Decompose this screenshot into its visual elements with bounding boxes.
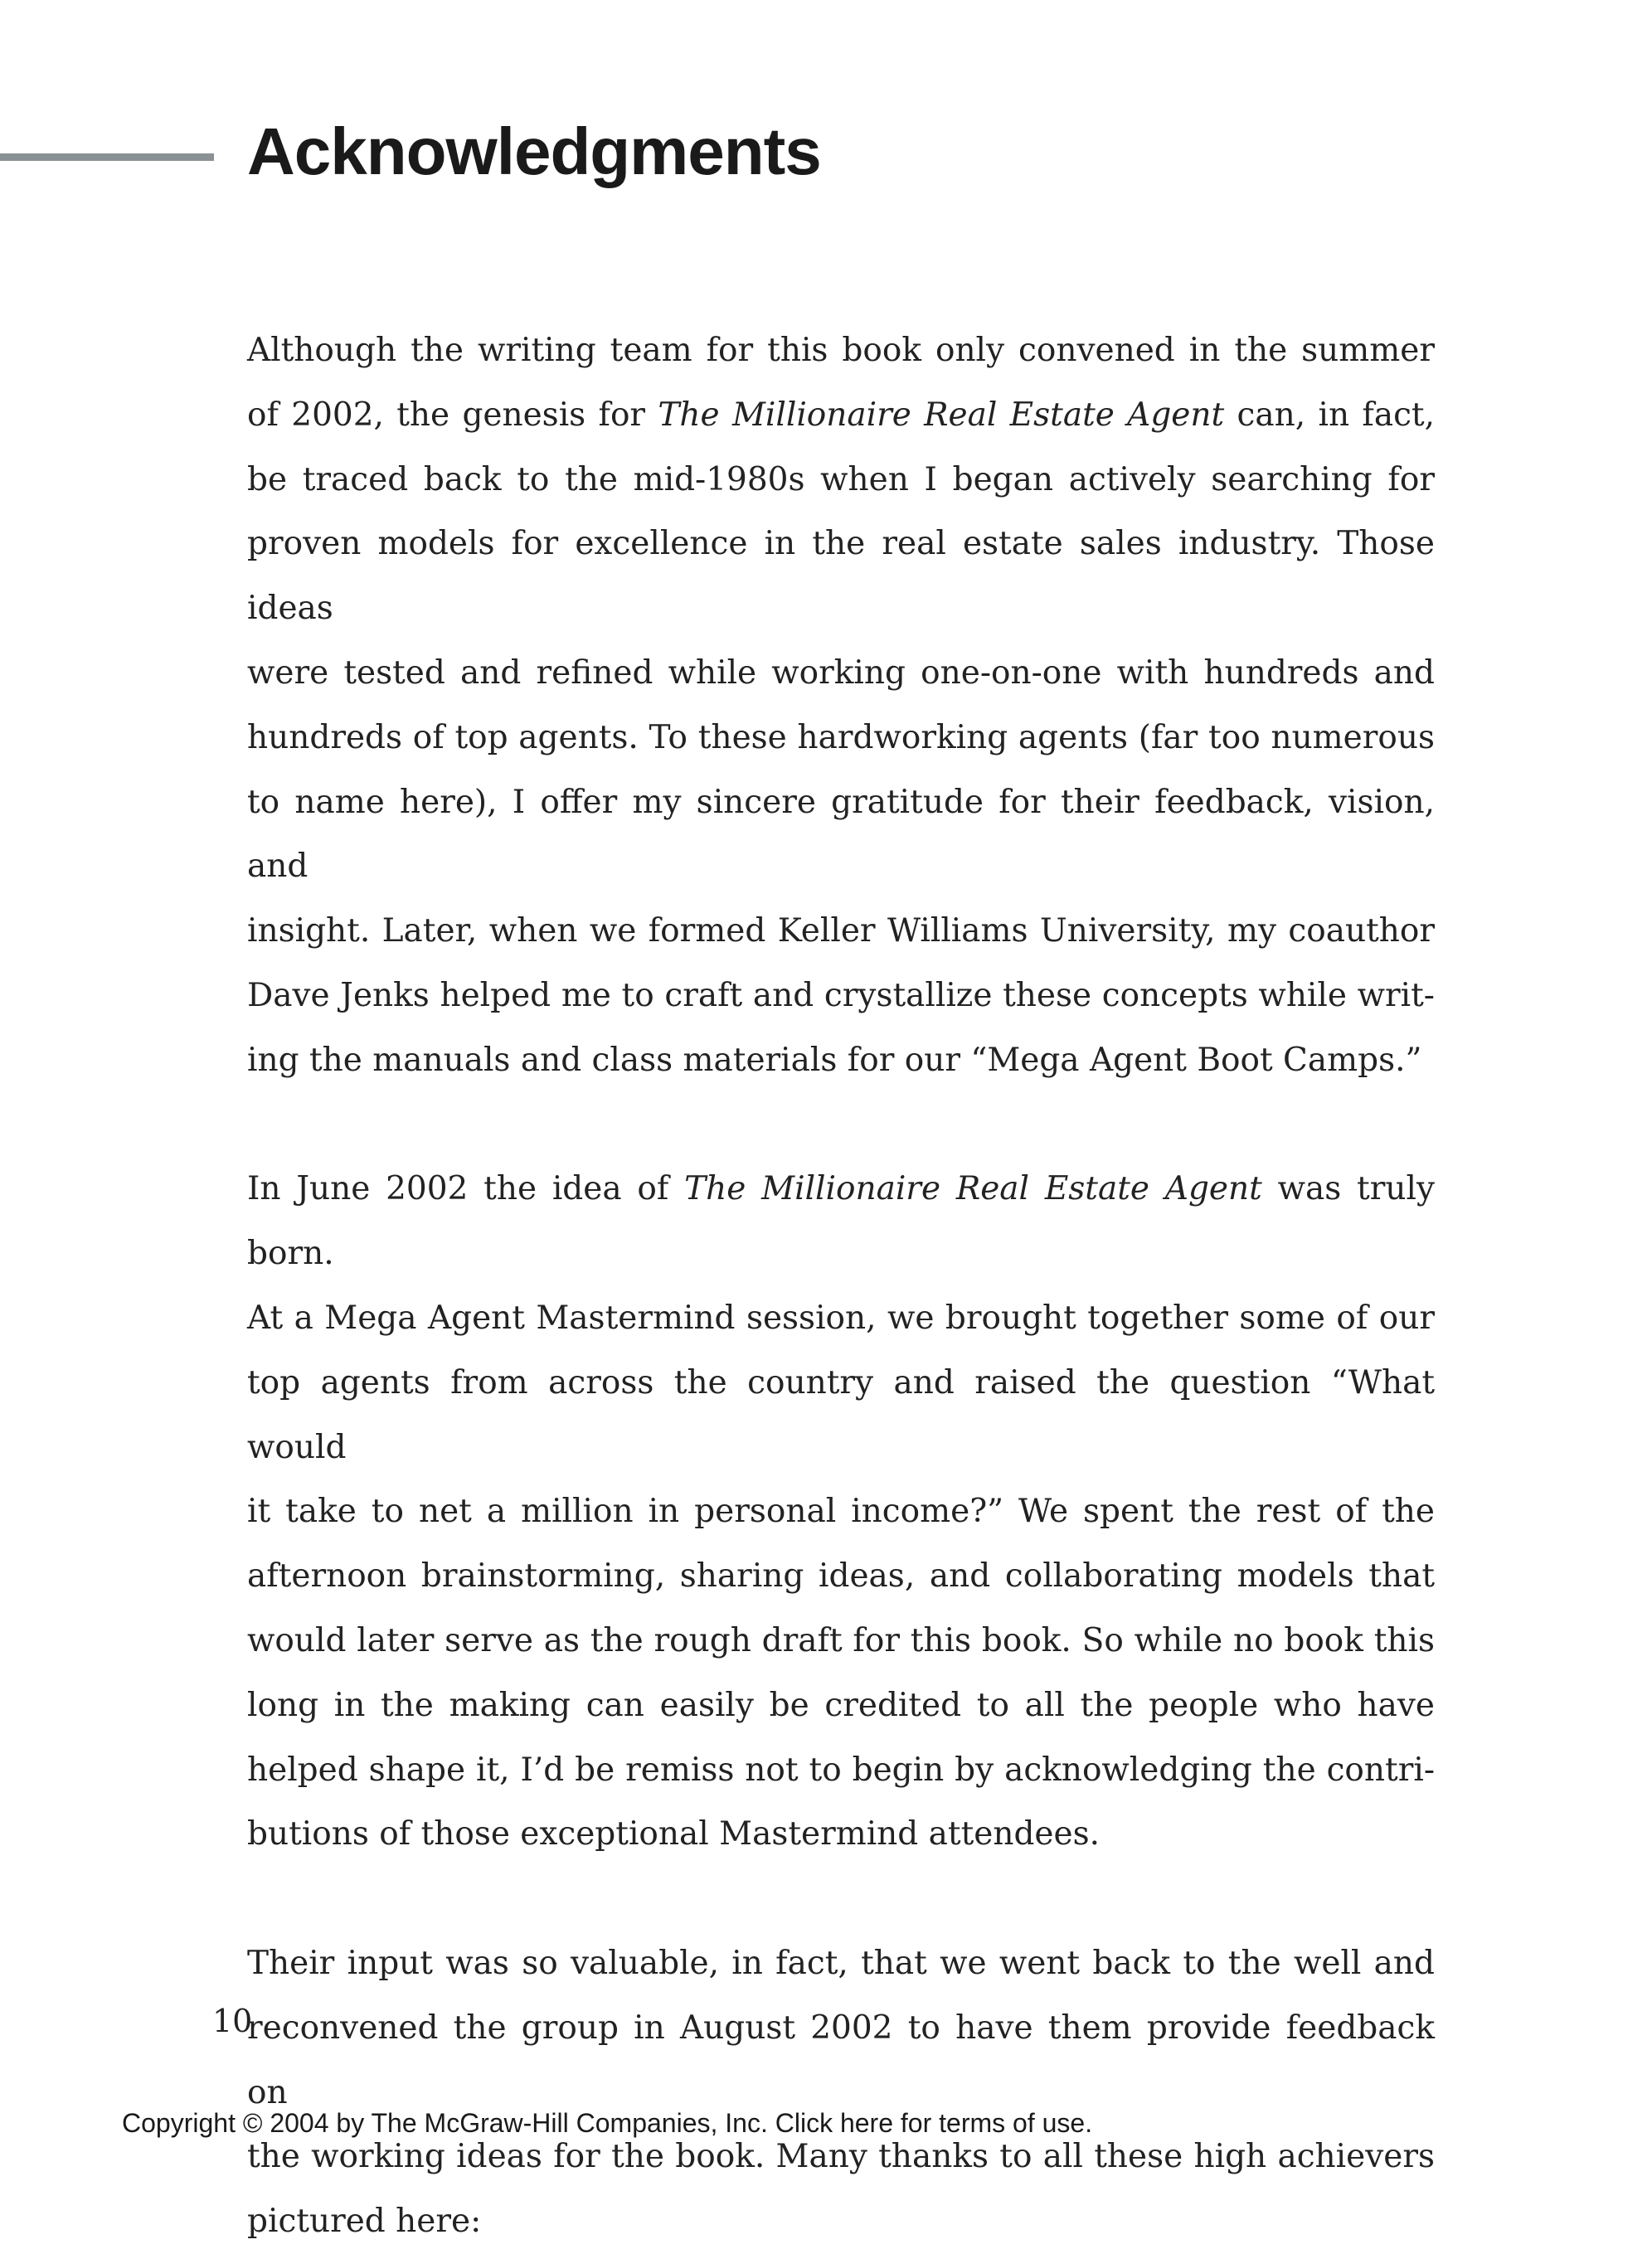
text-line bbox=[247, 1996, 1435, 2125]
text-line bbox=[247, 1286, 1435, 1351]
text-line bbox=[247, 706, 1435, 770]
text-segment: to name here), I offer my sincere gratitude for their feedback, vision, and bbox=[247, 783, 1435, 886]
text-segment: reconvened the group in August 2002 to have them provide feedback on bbox=[247, 2009, 1435, 2111]
text-line bbox=[247, 1351, 1435, 1480]
text-segment: Although the writing team for this book only convened in the summer bbox=[247, 332, 1435, 369]
text-segment: hundreds of top agents. To these hardworking agents (far too numerous bbox=[247, 718, 1435, 756]
heading-rule bbox=[0, 153, 214, 161]
text-line bbox=[247, 2189, 1435, 2254]
text-line bbox=[247, 1609, 1435, 1673]
text-line bbox=[247, 512, 1435, 641]
text-segment: can, in fact, bbox=[1224, 396, 1435, 434]
text-segment: Their input was so valuable, in fact, that we went back to the well and bbox=[247, 1944, 1435, 1982]
text-line bbox=[247, 1931, 1435, 1996]
text-line bbox=[247, 1673, 1435, 1738]
text-segment: insight. Later, when we formed Keller Williams University, my coauthor bbox=[247, 912, 1435, 950]
book-title-italic: The Millionaire Real Estate Agent bbox=[684, 1170, 1262, 1208]
book-title-italic: The Millionaire Real Estate Agent bbox=[658, 396, 1225, 434]
copyright-terms-link[interactable]: Copyright © 2004 by The McGraw-Hill Companies, Inc. Click here for terms of use. bbox=[122, 2108, 1093, 2138]
text-segment: butions of those exceptional Mastermind attendees. bbox=[247, 1815, 1100, 1853]
text-line bbox=[247, 383, 1435, 448]
text-segment: would later serve as the rough draft for this book. So while no book this bbox=[247, 1621, 1435, 1659]
paragraph-2 bbox=[247, 1157, 1435, 1867]
text-segment: Dave Jenks helped me to craft and crystallize these concepts while writ- bbox=[247, 976, 1435, 1014]
text-segment: helped shape it, I’d be remiss not to begin by acknowledging the contri- bbox=[247, 1751, 1435, 1789]
text-segment: ing the manuals and class materials for our “Mega Agent Boot Camps.” bbox=[247, 1041, 1422, 1079]
text-line bbox=[247, 899, 1435, 964]
text-segment: afternoon brainstorming, sharing ideas, and collaborating models that bbox=[247, 1557, 1435, 1596]
text-segment: pictured here: bbox=[247, 2203, 482, 2241]
text-line bbox=[247, 1028, 1435, 1093]
text-segment: proven models for excellence in the real estate sales industry. Those ideas bbox=[247, 525, 1435, 628]
text-line bbox=[247, 318, 1435, 383]
text-segment: At a Mega Agent Mastermind session, we brought together some of our bbox=[247, 1299, 1435, 1337]
text-line bbox=[247, 1479, 1435, 1544]
text-segment: long in the making can easily be credited to all the people who have bbox=[247, 1686, 1435, 1724]
text-segment: the working ideas for the book. Many thanks to all these high achievers bbox=[247, 2138, 1435, 2176]
text-line bbox=[247, 641, 1435, 706]
text-line bbox=[247, 964, 1435, 1028]
paragraph-1 bbox=[247, 318, 1435, 1093]
text-line bbox=[247, 770, 1435, 900]
text-segment: it take to net a million in personal income?” We spent the rest of the bbox=[247, 1493, 1435, 1531]
body-text bbox=[247, 318, 1435, 2254]
text-line bbox=[247, 1802, 1435, 1867]
text-line bbox=[247, 1544, 1435, 1609]
text-segment: be traced back to the mid-1980s when I began actively searching for bbox=[247, 460, 1435, 498]
text-segment: of 2002, the genesis for bbox=[247, 396, 658, 434]
text-segment: were tested and refined while working one-on-one with hundreds and bbox=[247, 653, 1435, 692]
text-line bbox=[247, 448, 1435, 512]
text-line bbox=[247, 1157, 1435, 1286]
text-segment: In June 2002 the idea of bbox=[247, 1170, 685, 1208]
text-segment: top agents from across the country and raised the question “What would bbox=[247, 1363, 1435, 1466]
text-line bbox=[247, 1738, 1435, 1803]
paragraph-3 bbox=[247, 1931, 1435, 2254]
text-segment: was truly born. bbox=[247, 1170, 1436, 1273]
page-title: Acknowledgments bbox=[247, 114, 821, 188]
page-number: 10 bbox=[212, 2003, 253, 2039]
